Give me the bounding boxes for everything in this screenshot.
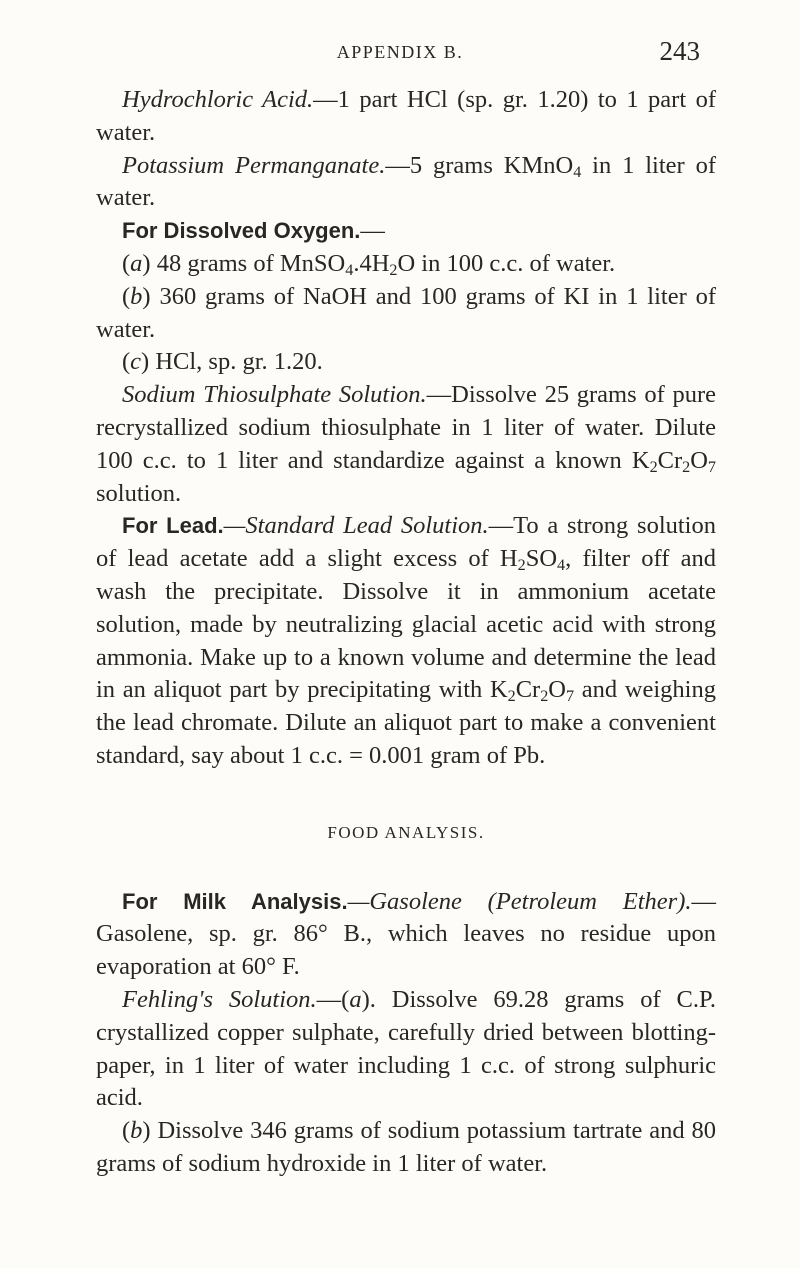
text-run: and weighing the lead chromate. Dilute an aliquot part to make a convenient standard, say about 1 c.c. = 0.001 gram of Pb. [96,676,716,769]
text-run: —5 grams KMnO [385,151,574,179]
reagent-text: —1 part HCl (sp. gr. 1.20) to 1 part of water. [96,86,716,146]
paragraph-milk-analysis [96,886,716,984]
text-run: —To a strong solution of lead acetate add a slight excess of H [96,512,716,573]
subscript: 2 [540,688,549,706]
text-run: 48 grams of MnSO [150,249,346,277]
text-run: Cr [657,446,683,474]
text-run: —Dissolve 25 grams of pure recrystallized sodium thiosulphate in 1 liter of water. Dilute 100 c.c. to 1 liter and standardize against a known K [96,381,716,474]
subscript: 2 [517,557,526,575]
paragraph-fehling-b: (b) Dissolve 346 grams of sodium potassium tartrate and 80 grams of sodium hydroxide in 1 liter of water. [96,1117,716,1177]
text-run: HCl, sp. gr. 1.20. [149,348,323,376]
item-label: b [130,1117,143,1145]
text-run: Cr [515,676,541,704]
text-run: O in 100 c.c. of water. [397,249,616,277]
text-run: in 1 liter of water. [96,151,716,212]
paragraph-sodium-thiosulphate [96,379,716,510]
text-run: , filter off and wash the precipitate. Dissolve it in ammonium acetate solution, made by neutralizing glacial acetic acid with strong ammonia. Make up to a known volume and determine the lead in an aliquot part by precipitating with K [96,545,716,704]
item-label: a [349,985,362,1013]
section-heading: For Dissolved Oxygen. [122,218,361,244]
paragraph-fehling-a [96,984,716,1115]
reagent-name: Hydrochloric Acid. [122,86,314,113]
paragraph-oxygen-a: (a) 48 grams of $MnSO_4.4H_2O$ in 100 c.c. of water. [122,249,616,280]
item-label: c [130,348,142,376]
text-run: O [690,446,708,474]
text-run: ). Dissolve 69.28 grams of C.P. crystallized copper sulphate, carefully dried between blotting-paper, in 1 liter of water including 1 c.c. of strong sulphuric acid. [96,985,716,1112]
body-text [96,84,716,1181]
paragraph-oxygen-c: (c) HCl, sp. gr. 1.20. [122,348,323,376]
paragraph-hydrochloric-acid [96,84,716,150]
text-run: solution. [96,479,182,507]
item-label: a [130,249,143,277]
text-run: O [548,676,566,704]
subscript: 4 [573,163,582,181]
paragraph-dissolved-oxygen-heading [96,215,716,248]
section-heading: For Lead. [122,513,224,539]
subscript: 2 [507,688,516,706]
item-label: b [130,282,143,310]
page-number: 243 [659,36,700,66]
text-run: —( [316,985,350,1013]
text-run: — [360,217,385,245]
subscript: 7 [566,688,575,706]
section-heading: For Milk Analysis. [122,888,348,914]
subscript: 4 [557,557,566,575]
subscript: 7 [707,458,716,476]
subscript: 2 [649,458,658,476]
reagent-name: —Standard Lead Solution. [223,512,489,540]
subscript: 2 [389,262,398,280]
paragraph-lead [96,510,716,772]
text-run: SO [525,545,558,573]
food-analysis-title: FOOD ANALYSIS. [327,822,485,842]
text-run: —Gasolene, sp. gr. 86° B., which leaves no residue upon evaporation at 60° F. [96,887,716,981]
page-header [0,28,800,68]
subscript: 4 [345,262,354,280]
paragraph-oxygen-b: (b) 360 grams of NaOH and 100 grams of KI in 1 liter of water. [96,282,716,343]
paragraph-potassium-permanganate [96,150,716,216]
text-run: 360 grams of NaOH and 100 grams of KI in 1 liter of water. [96,282,716,343]
text-run: Dissolve 346 grams of sodium potassium tartrate and 80 grams of sodium hydroxide in 1 liter of water. [96,1117,716,1177]
subscript: 2 [682,458,691,476]
text-run: .4H [353,249,390,277]
reagent-name: —Gasolene (Petroleum Ether). [347,887,692,915]
reagent-name: Sodium Thiosulphate Solution. [122,381,427,409]
reagent-name: Fehling's Solution. [122,985,317,1013]
running-title: APPENDIX B. [336,42,464,62]
reagent-name: Potassium Permanganate. [122,151,386,179]
